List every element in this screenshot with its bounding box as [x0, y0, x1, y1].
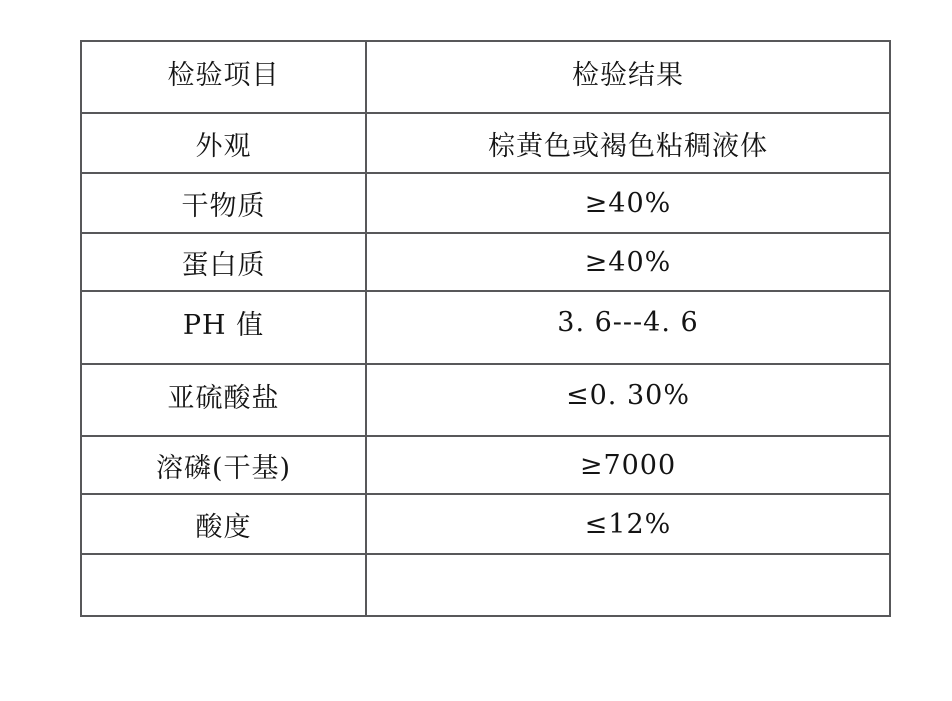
cell-item: PH 值 — [81, 291, 366, 364]
cell-item: 外观 — [81, 113, 366, 173]
cell-item: 干物质 — [81, 173, 366, 233]
table-row-empty — [81, 554, 890, 616]
cell-result — [366, 554, 890, 616]
cell-item — [81, 554, 366, 616]
cell-result: ≥7000 — [366, 436, 890, 494]
table-row — [81, 173, 890, 233]
table-row — [81, 113, 890, 173]
table-row — [81, 291, 890, 364]
cell-item: 亚硫酸盐 — [81, 364, 366, 436]
header-inspection-item: 检验项目 — [81, 41, 366, 113]
cell-item: 酸度 — [81, 494, 366, 554]
header-inspection-result: 检验结果 — [366, 41, 890, 113]
table-row — [81, 494, 890, 554]
inspection-table — [80, 40, 891, 617]
cell-result: ≥40% — [366, 233, 890, 291]
table-header-row — [81, 41, 890, 113]
cell-result: ≤12% — [366, 494, 890, 554]
cell-result: ≥40% — [366, 173, 890, 233]
cell-result: 3. 6---4. 6 — [366, 291, 890, 364]
cell-result: 棕黄色或褐色粘稠液体 — [366, 113, 890, 173]
cell-item: 溶磷(干基) — [81, 436, 366, 494]
cell-result: ≤0. 30% — [366, 364, 890, 436]
cell-item: 蛋白质 — [81, 233, 366, 291]
table-row — [81, 436, 890, 494]
table-row — [81, 233, 890, 291]
table-row — [81, 364, 890, 436]
